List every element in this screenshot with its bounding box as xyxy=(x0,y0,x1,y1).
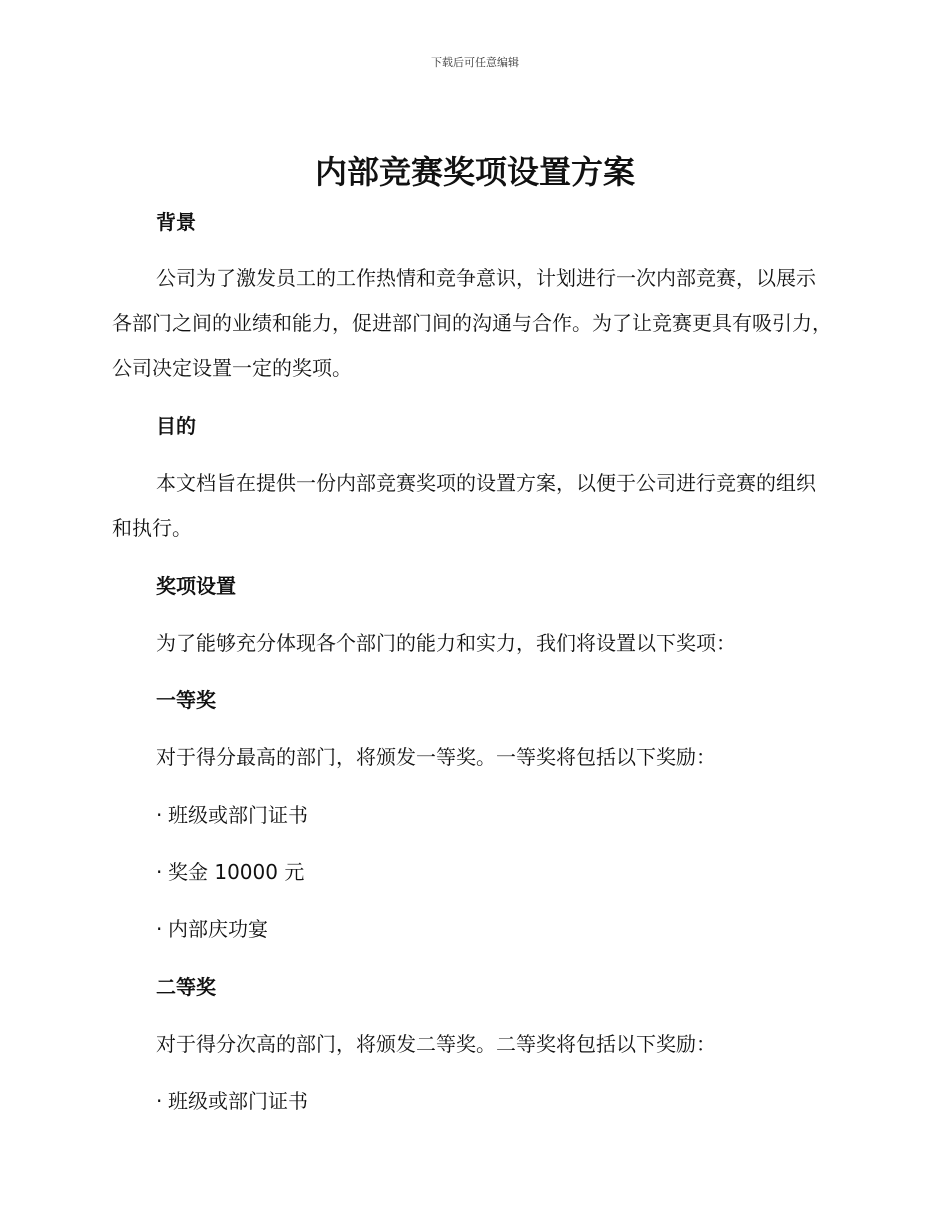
section-heading-awards: 奖项设置 xyxy=(156,574,236,598)
paragraph-awards-intro: 为了能够充分体现各个部门的能力和实力，我们将设置以下奖项： xyxy=(156,631,736,655)
section-heading-background: 背景 xyxy=(156,210,196,234)
section-heading-second-prize: 二等奖 xyxy=(156,975,216,999)
list-item-text: 内部庆功宴 xyxy=(168,917,268,941)
list-item xyxy=(156,914,268,944)
bullet-marker: · xyxy=(156,803,163,827)
list-item xyxy=(156,800,308,830)
list-item-text: 班级或部门证书 xyxy=(168,803,308,827)
paragraph-first-prize: 对于得分最高的部门，将颁发一等奖。一等奖将包括以下奖励： xyxy=(156,745,716,769)
bullet-marker: · xyxy=(156,917,163,941)
list-item xyxy=(156,1086,308,1116)
paragraph-second-prize: 对于得分次高的部门，将颁发二等奖。二等奖将包括以下奖励： xyxy=(156,1032,716,1056)
bullet-marker: · xyxy=(156,1089,163,1113)
list-item xyxy=(156,857,304,887)
section-heading-purpose: 目的 xyxy=(156,414,196,438)
header-note: 下载后可任意编辑 xyxy=(431,56,519,69)
section-heading-first-prize: 一等奖 xyxy=(156,688,216,712)
list-item-text: 奖金 10000 元 xyxy=(168,860,305,884)
document-title: 内部竞赛奖项设置方案 xyxy=(314,153,635,191)
paragraph-purpose: 本文档旨在提供一份内部竞赛奖项的设置方案，以便于公司进行竞赛的组织和执行。 xyxy=(112,471,816,540)
paragraph-background: 公司为了激发员工的工作热情和竞争意识，计划进行一次内部竞赛，以展示各部门之间的业绩和能力，促进部门间的沟通与合作。为了让竞赛更具有吸引力，公司决定设置一定的奖项。 xyxy=(112,266,832,380)
list-item-text: 班级或部门证书 xyxy=(168,1089,308,1113)
bullet-marker: · xyxy=(156,860,163,884)
